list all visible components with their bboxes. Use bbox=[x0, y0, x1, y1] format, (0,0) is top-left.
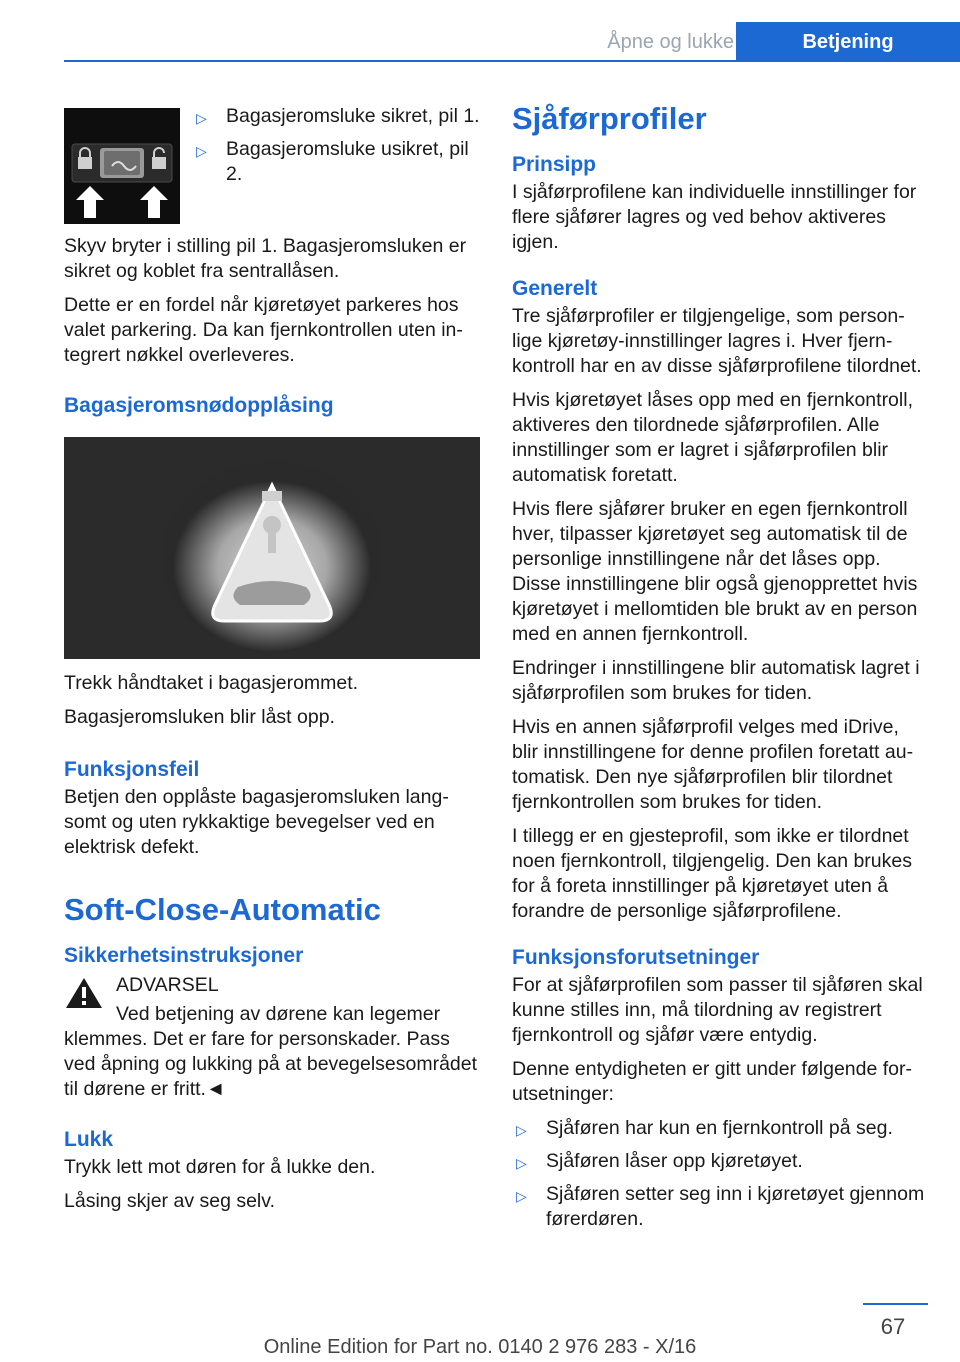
paragraph: Betjen den opplåste bagasjeromsluken langsomt og uten rykkaktige bevegelser ved en elektrisk defekt. bbox=[64, 786, 449, 858]
emergency-release-handle-image bbox=[64, 437, 480, 659]
left-column bbox=[64, 100, 480, 1223]
edition-line: Online Edition for Part no. 0140 2 976 283 - X/16 bbox=[263, 1336, 697, 1358]
warning-box bbox=[64, 971, 480, 1102]
paragraph: I sjåførprofilene kan individuelle innstillinger for flere sjåfører lagres og ved behov aktiveres igjen. bbox=[512, 181, 917, 253]
trunk-lock-switch-image bbox=[64, 108, 180, 224]
paragraph: Hvis kjøretøyet låses opp med en fjernkontroll, aktiveres den tilordnede sjåførprofilen. Alle innstillinger som er lagret i sjåførprofilen blir automatisk foretatt. bbox=[512, 389, 913, 486]
list-item: ▷ Sjåføren har kun en fjernkontroll på seg. bbox=[512, 1116, 928, 1141]
switch-section bbox=[64, 100, 480, 224]
switch-position-list bbox=[192, 104, 480, 195]
heading-general: Generelt bbox=[512, 277, 598, 300]
triangle-bullet-icon: ▷ bbox=[196, 143, 207, 159]
emergency-handle-icon bbox=[64, 437, 480, 659]
footer-rule bbox=[863, 1303, 928, 1305]
list-item: ▷ Bagasjeromsluke usikret, pil 2. bbox=[196, 138, 469, 185]
triangle-bullet-icon: ▷ bbox=[516, 1155, 527, 1171]
page-number: 67 bbox=[880, 1314, 906, 1339]
paragraph: Tre sjåførprofiler er tilgjengelige, som personlige kjøretøy-innstillinger lagres i. Hver fjernkontroll har en av disse sjåførprofilene tilordnet. bbox=[512, 305, 922, 377]
list-item: ▷ Bagasjeromsluke sikret, pil 1. bbox=[192, 104, 480, 129]
paragraph: Trekk håndtaket i bagasjerommet. bbox=[64, 672, 359, 694]
paragraph: Bagasjeromsluken blir låst opp. bbox=[64, 706, 335, 728]
heading-close: Lukk bbox=[64, 1128, 114, 1151]
paragraph: Låsing skjer av seg selv. bbox=[64, 1190, 275, 1212]
triangle-bullet-icon: ▷ bbox=[196, 110, 207, 126]
warning-title: ADVARSEL bbox=[116, 974, 219, 996]
trunk-lock-switch-icon bbox=[64, 108, 180, 224]
heading-requirements: Funksjonsforutsetninger bbox=[512, 946, 760, 969]
triangle-bullet-icon: ▷ bbox=[516, 1122, 527, 1138]
warning-triangle-icon bbox=[64, 975, 104, 1011]
list-item: ▷ Sjåføren setter seg inn i kjøretøyet gjennom førerdøren. bbox=[516, 1183, 925, 1230]
paragraph: Hvis flere sjåfører bruker en egen fjernkontroll hver, tilpasser kjøretøyet seg automatisk til de personlige innstillingene når det låses opp. Disse innstillingene blir også gjenopprettet hvis kjøretøyet i mellomtiden ble brukt av en person med en annen fjernkontroll. bbox=[512, 498, 918, 645]
right-column bbox=[512, 100, 928, 1240]
paragraph: I tillegg er en gjesteprofil, som ikke er tilordnet noen fjernkontroll, tilgjengelig. Den kan brukes for å foreta innstillinger på kjøretøyet uten å forandre de personlige sjåførprofilene. bbox=[512, 825, 912, 922]
paragraph: For at sjåførprofilen som passer til sjåføren skal kunne stilles inn, må tilordning av registrert fjernkontroll og sjåfør være entydig. bbox=[512, 974, 923, 1046]
heading-principle: Prinsipp bbox=[512, 153, 597, 176]
header-rule bbox=[64, 60, 960, 62]
header-section-title: Åpne og lukke bbox=[607, 31, 734, 53]
paragraph: Endringer i innstillingene blir automatisk lagret i sjåførprofilen som brukes for tiden. bbox=[512, 657, 920, 704]
page-header bbox=[64, 22, 960, 62]
heading-safety-instructions: Sikkerhetsinstruksjoner bbox=[64, 944, 304, 967]
paragraph: Skyv bryter i stilling pil 1. Bagasjeromsluken er sikret og koblet fra sentrallåsen. bbox=[64, 235, 467, 282]
heading-malfunction: Funksjonsfeil bbox=[64, 758, 200, 781]
warning-text: Ved betjening av dørene kan legemer klemmes. Det er fare for personskader. Pass ved åpning og lukking på at bevegelsesområdet til dørene er fritt.◄ bbox=[64, 1003, 478, 1100]
heading-soft-close: Soft-Close-Automatic bbox=[64, 892, 381, 927]
heading-driver-profiles: Sjåførprofiler bbox=[512, 101, 707, 136]
paragraph: Denne entydigheten er gitt under følgende forutsetninger: bbox=[512, 1058, 913, 1105]
paragraph: Hvis en annen sjåførprofil velges med iDrive, blir innstillingene for denne profilen foretatt automatisk. Den nye sjåførprofilen blir tilordnet fjernkontrollen som brukes for tiden. bbox=[512, 716, 914, 813]
triangle-bullet-icon: ▷ bbox=[516, 1188, 527, 1204]
paragraph: Trykk lett mot døren for å lukke den. bbox=[64, 1156, 376, 1178]
header-chapter-label: Betjening bbox=[802, 30, 894, 53]
paragraph: Dette er en fordel når kjøretøyet parkeres hos valet parkering. Da kan fjernkontrollen uten integrert nøkkel overleveres. bbox=[64, 294, 463, 366]
requirements-list bbox=[512, 1116, 928, 1232]
heading-emergency-release: Bagasjeromsnødopplåsing bbox=[64, 394, 334, 417]
header-chapter-tab bbox=[736, 22, 960, 62]
list-item: ▷ Sjåføren låser opp kjøretøyet. bbox=[512, 1149, 928, 1174]
